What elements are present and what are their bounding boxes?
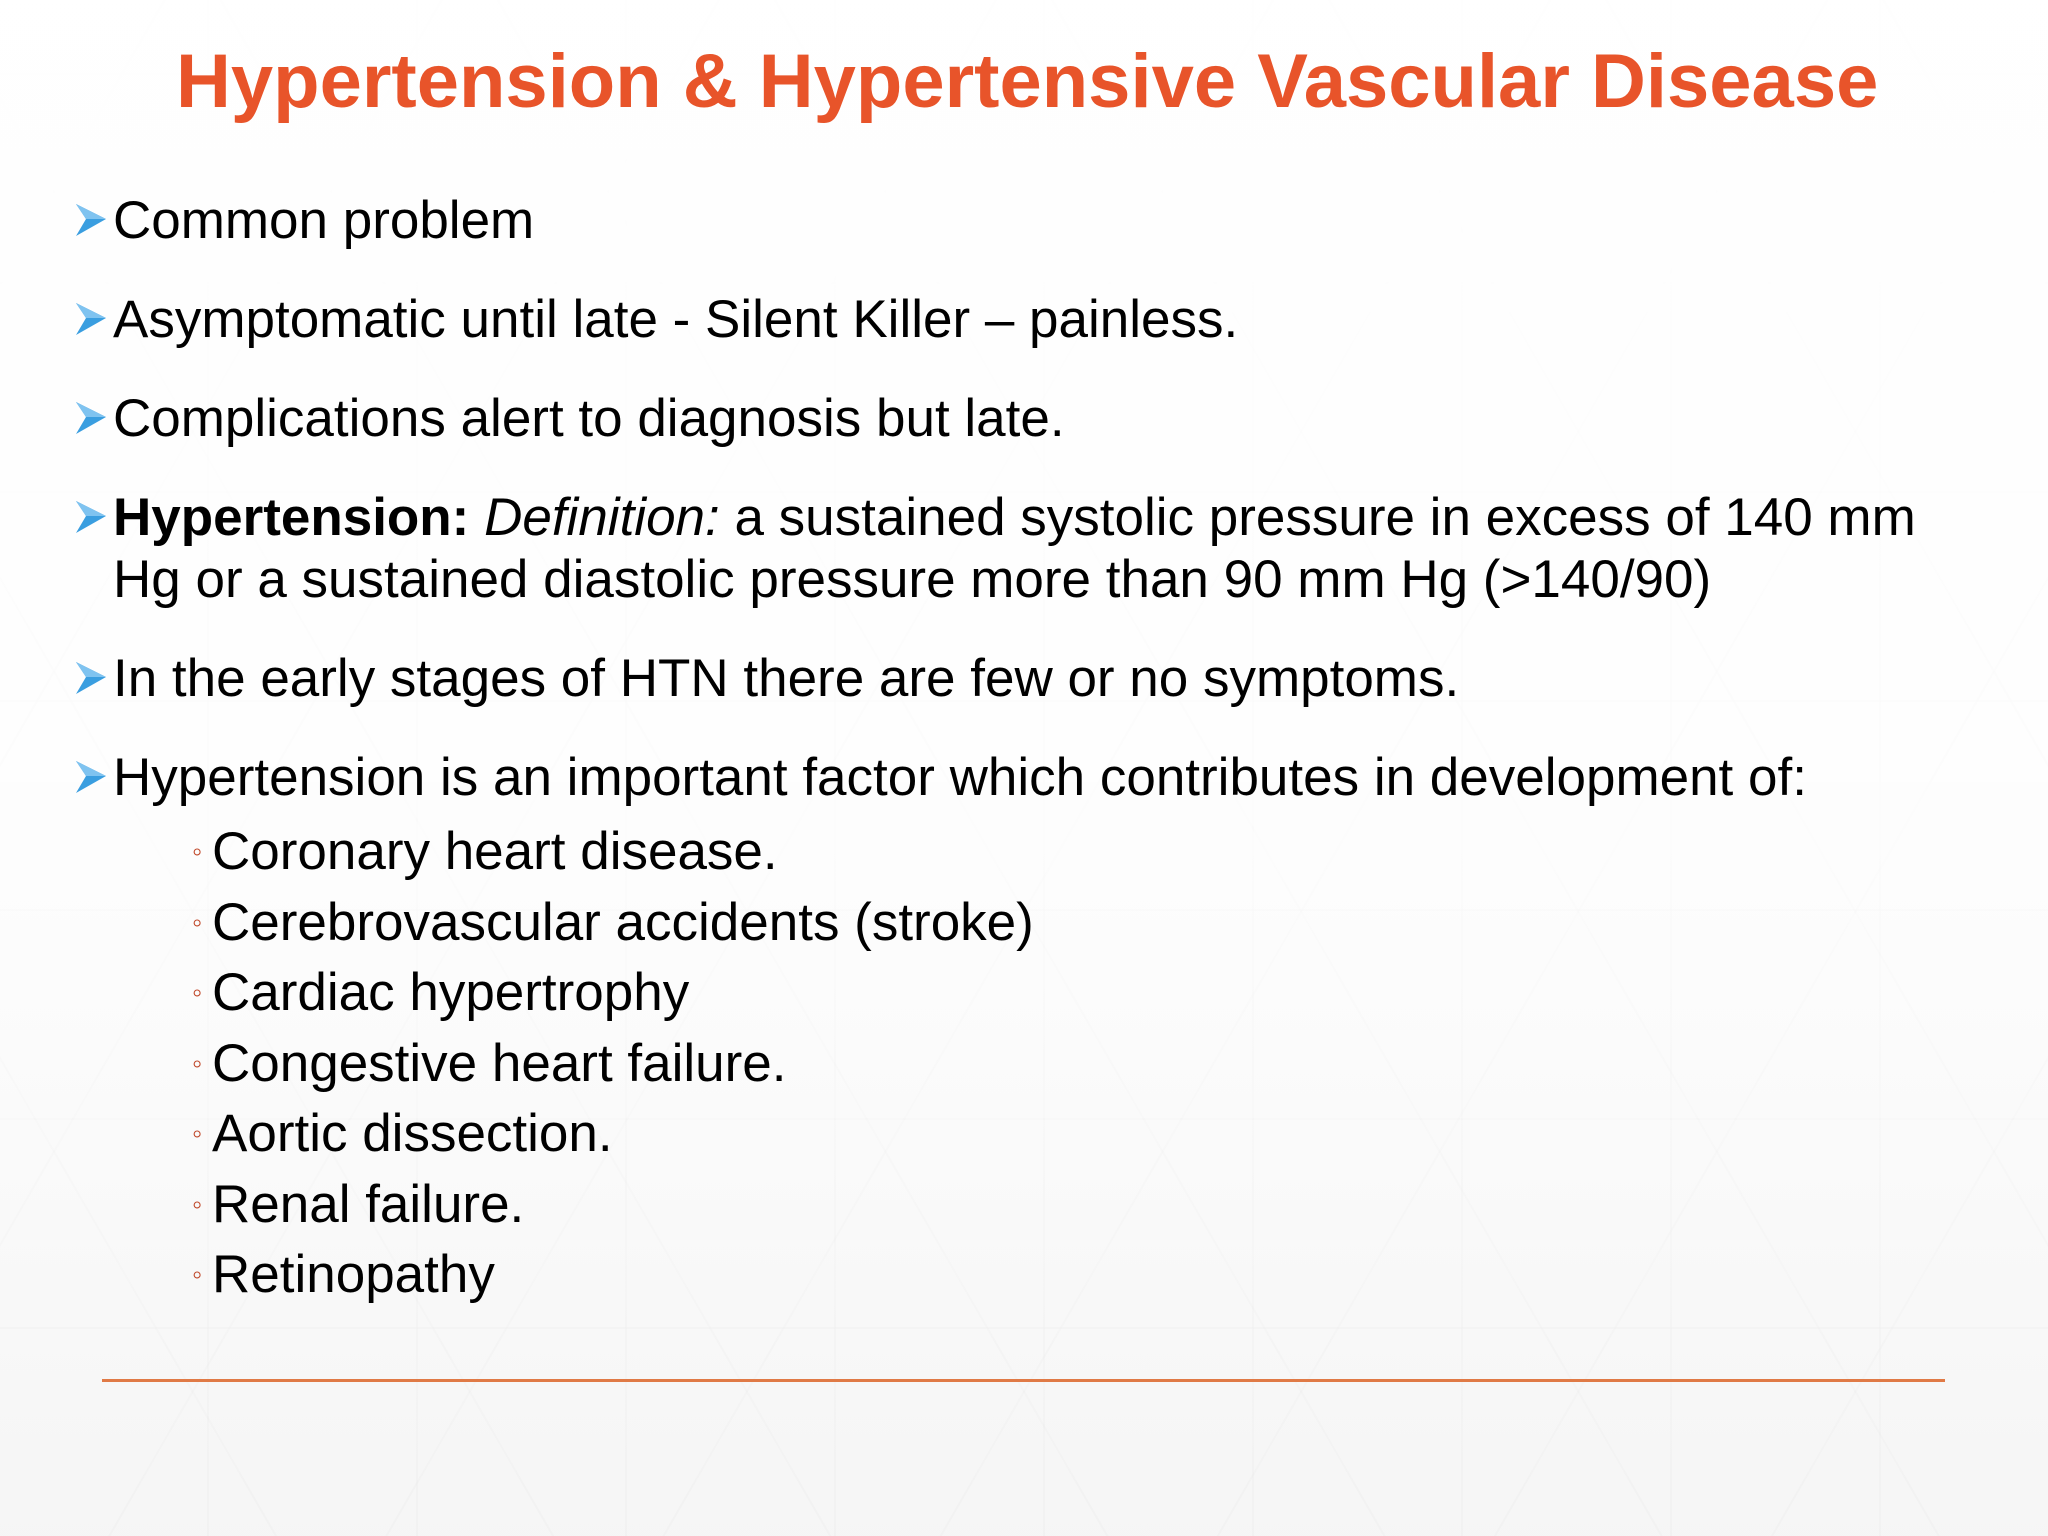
bullet-text: Asymptomatic until late - Silent Killer – painless. [113,290,1239,349]
arrow-bullet-icon [74,400,108,436]
definition-text: a sustained systolic pressure in excess of 140 mm Hg or a sustained diastolic pressure more than 90 mm Hg (>140/90) [113,488,1916,609]
circle-bullet-icon: ◦ [192,906,203,939]
complication-item [113,1099,1972,1170]
bullet-item [72,388,1972,450]
bullet-item-definition [72,487,1972,611]
circle-bullet-icon: ◦ [192,977,203,1009]
arrow-bullet-icon [74,202,108,238]
bullet-text: In the early stages of HTN there are few or no symptoms. [113,649,1460,708]
complications-list [113,817,1972,1311]
circle-bullet-icon: ◦ [192,1188,203,1221]
arrow-bullet-icon [74,499,108,535]
complication-text: Cerebrovascular accidents (stroke) [212,892,1034,952]
circle-bullet-icon: ◦ [192,836,203,868]
bullet-text: Complications alert to diagnosis but late. [113,389,1065,448]
complication-text: Coronary heart disease. [212,822,778,881]
complication-text: Congestive heart failure. [212,1033,787,1093]
complication-text: Renal failure. [212,1174,525,1234]
complication-text: Cardiac hypertrophy [212,963,690,1022]
complication-text: Aortic dissection. [212,1104,613,1163]
complication-item [113,958,1972,1029]
definition-term: Hypertension: [113,488,470,547]
definition-label: Definition: [484,488,720,547]
complication-item [113,1029,1972,1100]
footer-divider [102,1379,1945,1382]
bullet-text: Common problem [113,191,535,250]
bullet-text: Hypertension is an important factor which contributes in development of: [113,748,1807,807]
arrow-bullet-icon [74,660,108,696]
circle-bullet-icon: ◦ [192,1259,203,1291]
bullet-item [72,648,1972,710]
bullet-item-complications [72,747,1972,1311]
circle-bullet-icon: ◦ [192,1047,203,1080]
complication-item [113,888,1972,959]
complication-item [113,1170,1972,1241]
bullet-item [72,289,1972,351]
circle-bullet-icon: ◦ [192,1118,203,1150]
arrow-bullet-icon [74,759,108,795]
bullet-item [72,190,1972,252]
slide-title: Hypertension & Hypertensive Vascular Disease [176,39,1879,124]
complication-item [113,1240,1972,1311]
arrow-bullet-icon [74,301,108,337]
complication-item [113,817,1972,888]
complication-text: Retinopathy [212,1245,495,1304]
bullet-list [72,190,1972,1311]
